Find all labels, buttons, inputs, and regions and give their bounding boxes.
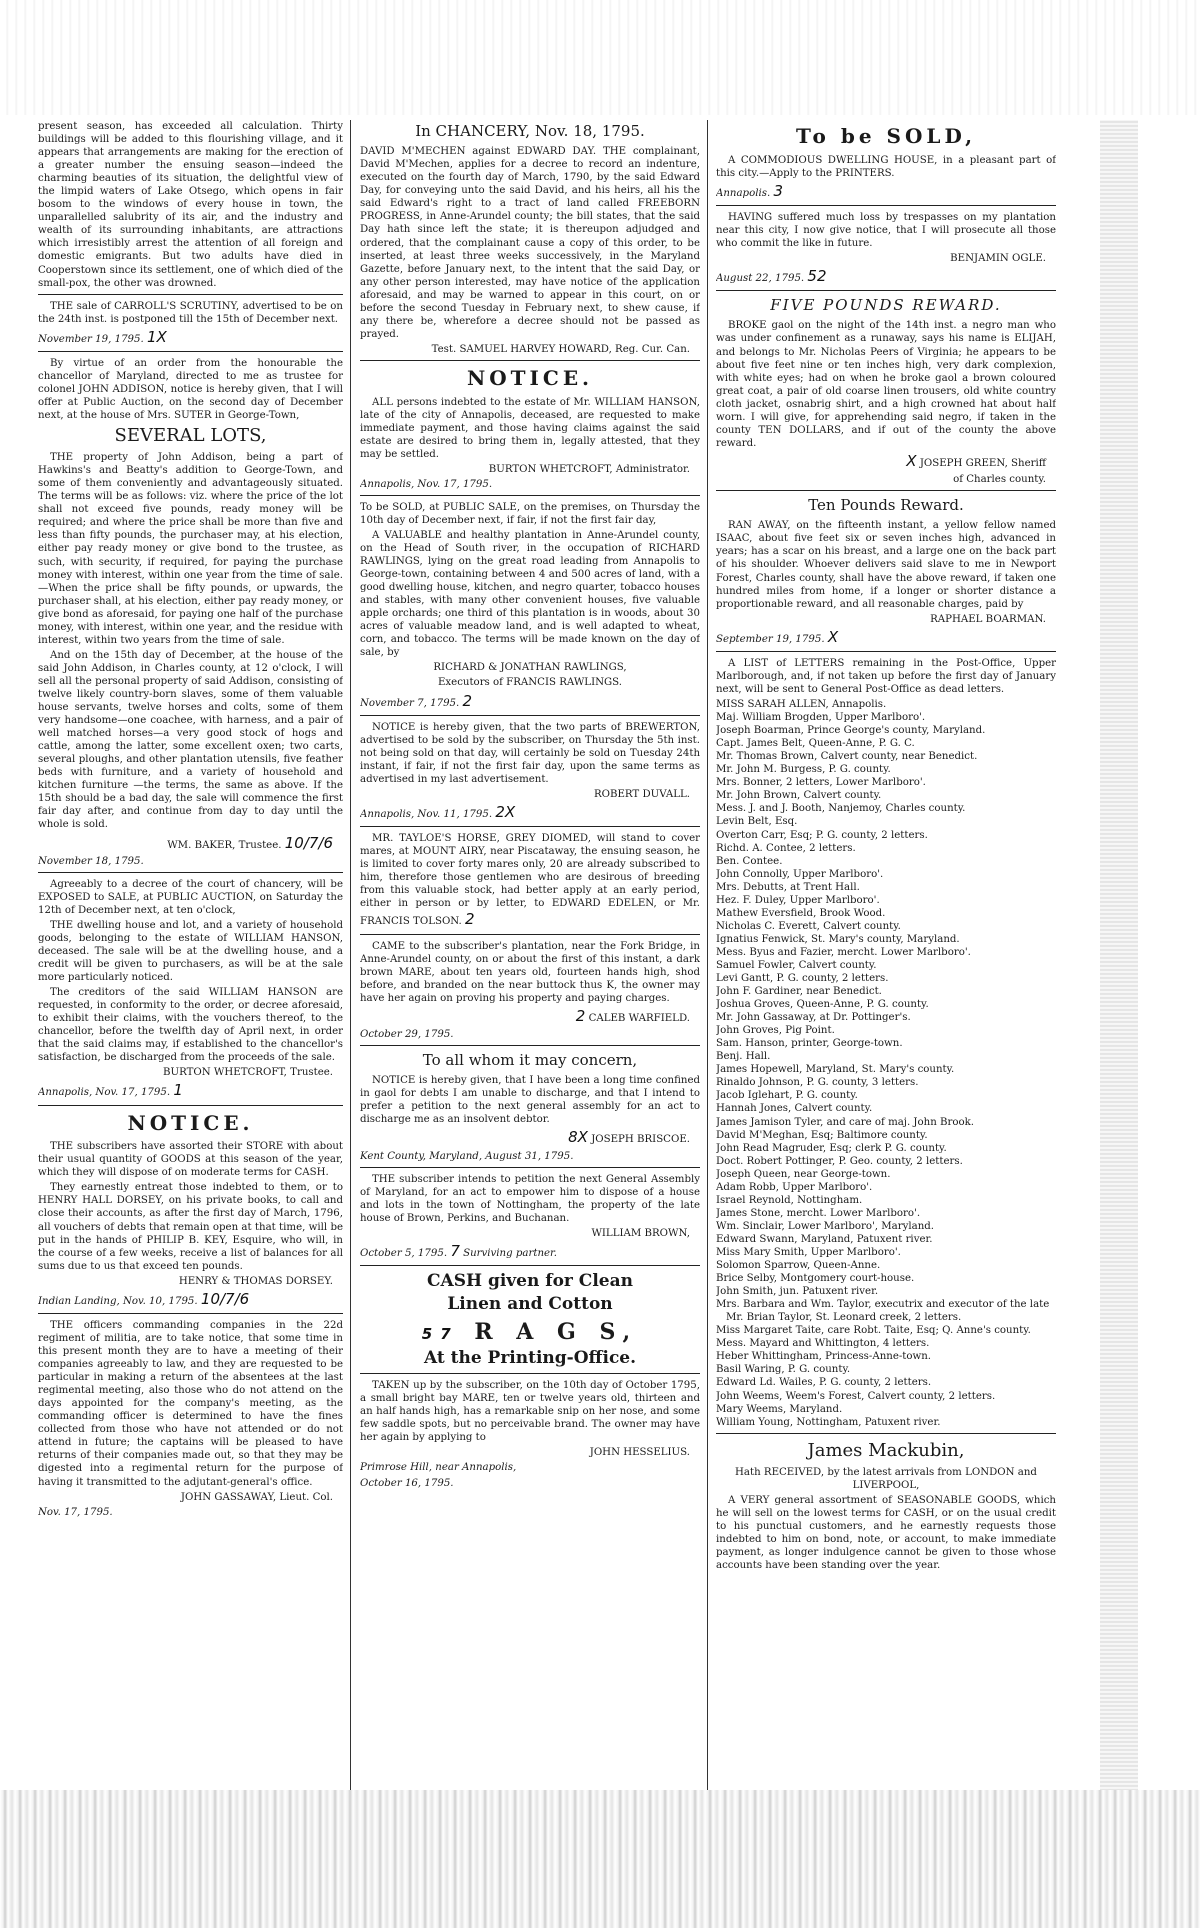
list-item: Ignatius Fenwick, St. Mary's county, Maryland. [716,933,960,945]
cash-subheading: Linen and Cotton [447,1294,613,1315]
divider [716,651,1056,652]
list-item: Mrs. Bonner, 2 letters, Lower Marlboro'. [716,777,926,789]
dwelling-house-notice: A COMMODIOUS DWELLING HOUSE, in a pleasant part of this city.—Apply to the PRINTERS. [716,154,1056,179]
five-pounds-notice: BROKE gaol on the night of the 14th inst. a negro man who was under confinement as a runaway, says his name is ELIJAH, and belongs to Mr. Nicholas Peers of Virginia; he appears to be about five feet nine or ten inches high, very dark complexion, with white eyes; had on when he broke gaol a brown coloured great coat, a pair of old coarse linen trousers, old white country cloth jacket, osnabrig shirt, and a high crowned hat about half worn. I will give, for apprehending said negro, if taken in the county TEN DOLLARS, and if out of the county the above reward. [716,320,1056,449]
list-item: Brice Selby, Montgomery court-house. [716,1273,915,1285]
divider [716,1433,1056,1434]
list-item: Joseph Boarman, Prince George's county, Maryland. [716,725,986,737]
dorsey-date: Indian Landing, Nov. 10, 1795. 10/7/6 [38,1289,250,1308]
list-item: Benj. Hall. [716,1051,771,1063]
five-pounds-heading: FIVE POUNDS REWARD. [770,296,1002,315]
brown-signature: WILLIAM BROWN, [591,1227,690,1239]
list-item: MISS SARAH ALLEN, Annapolis. [716,699,887,711]
notice-heading: NOTICE. [466,365,594,390]
list-item: John Groves, Pig Point. [716,1025,835,1037]
divider [38,1105,343,1106]
letters-heading: A LIST of LETTERS remaining in the Post-Office, Upper Marlborough, and, if not taken up before the first day of January next, will be sent to General Post-Office as dead letters. [716,657,1056,695]
list-item: James Hopewell, Maryland, St. Mary's county. [716,1064,955,1076]
list-item: Heber Whittingham, Princess-Anne-town. [716,1351,932,1363]
list-item: Jacob Iglehart, P. G. county. [716,1090,858,1102]
list-item: Miss Margaret Taite, care Robt. Taite, Esq; Q. Anne's county. [716,1325,1031,1337]
warfield-date: October 29, 1795. [360,1029,454,1041]
rawlings-signature-2: Executors of FRANCIS RAWLINGS. [437,677,622,689]
list-item: Mrs. Barbara and Wm. Taylor, executrix and executor of the late Mr. Brian Taylor, St. Leonard creek, 2 letters. [716,1299,1050,1324]
list-item: Edward Swann, Maryland, Patuxent river. [716,1233,933,1245]
to-be-sold-heading: To be SOLD, [795,124,977,148]
hanson-sale-body: THE dwelling house and lot, and a variety of household goods, belonging to the estate of WILLIAM HANSON, deceased. The sale will be at the dwelling house, and a credit will be given to purchasers, as will be at the sale more particularly noticed. [38,919,343,984]
letters-list [716,698,1056,1429]
list-item: Nicholas C. Everett, Calvert county. [716,920,901,932]
list-item: Ben. Contee. [716,855,783,867]
divider [360,495,700,496]
list-item: Joseph Queen, near George-town. [716,1168,891,1180]
list-item: Capt. James Belt, Queen-Anne, P. G. C. [716,738,915,750]
divider [360,360,700,361]
list-item: Mr. Thomas Brown, Calvert county, near Benedict. [716,751,978,763]
divider [38,294,343,295]
list-item: Hez. F. Duley, Upper Marlboro'. [716,894,880,906]
ten-pounds-signature: RAPHAEL BOARMAN. [930,613,1046,625]
newspaper-page [38,120,1138,1790]
hesselius-place: Primrose Hill, near Annapolis, [360,1462,517,1474]
mackubin-notice: A VERY general assortment of SEASONABLE GOODS, which he will sell on the lowest terms for CASH, or on the usual credit to his punctual customers, and he earnestly requests those indebted to him on bond, note, or account, to make immediate payment, as longer indulgence cannot be given to those whose accounts have been standing over the year. [716,1494,1056,1572]
list-item: Rinaldo Johnson, P. G. county, 3 letters. [716,1077,919,1089]
list-item: Wm. Sinclair, Lower Marlboro', Maryland. [716,1220,935,1232]
several-lots-heading: SEVERAL LOTS, [114,425,267,447]
divider [360,934,700,935]
dorsey-notice-2: They earnestly entreat those indebted to them, or to HENRY HALL DORSEY, on his private books, to call and close their accounts, as after the first day of March, 1796, all vouchers of debts that remain open at that time, will be put in the hands of PHILIP B. KEY, Esquire, who will, in the course of a few weeks, receive a list of balances for all sums due to us that exceed ten pounds. [38,1182,343,1272]
list-item: Basil Waring, P. G. county. [716,1364,851,1376]
divider [38,872,343,873]
list-item: Mr. John Brown, Calvert county. [716,790,882,802]
addison-body-2: And on the 15th day of December, at the house of the said John Addison, in Charles county, at 12 o'clock, I will sell all the personal property of said Addison, consisting of twelve likely country-born slaves, some of them valuable house servants, twelve horses and colts, some of them very handsome—one coachee, with harness, and a pair of well matched horses—a very good stock of hogs and cattle, among the latter, some excellent oxen; two carts, several ploughs, and other plantation utensils, five feather beds with furniture, and a variety of household and kitchen furniture —the terms, the same as above. If the 15th should be a bad day, the sale will commence the first fair day after, and continue from day to day until the whole is sold. [38,649,343,831]
list-item: John F. Gardiner, near Benedict. [716,986,882,998]
list-item: Mess. J. and J. Booth, Nanjemoy, Charles county. [716,803,966,815]
duvall-notice: NOTICE is hereby given, that the two parts of BREWERTON, advertised to be sold by the subscriber, on Thursday the 5th inst. not being sold on that day, will certainly be sold on Tuesday 24th instant, if fair, if not the first fair day, upon the same terms as advertised in my last advertisement. [360,721,700,785]
briscoe-heading: To all whom it may concern, [422,1051,638,1070]
rawlings-body: A VALUABLE and healthy plantation in Anne-Arundel county, on the Head of South river, in the occupation of RICHARD RAWLINGS, lying on the great road leading from Annapolis to George-town, containing between 4 and 500 acres of land, with a good dwelling house, kitchen, and negro quarter, tobacco houses and stables, with many other convenient houses, five valuable apple orchards; one third of this plantation is in woods, about 30 acres of valuable meadow land, and is well adapted to wheat, corn, and tobacco. The terms will be made known on the day of sale, by [360,529,700,659]
divider [360,826,700,827]
divider [716,290,1056,291]
column-rule [707,120,708,1790]
briscoe-signature: 8X JOSEPH BRISCOE. [568,1128,690,1147]
scan-margin-top [0,0,1200,115]
mackubin-heading: James Mackubin, [807,1439,965,1461]
list-item: Joshua Groves, Queen-Anne, P. G. county. [716,999,929,1011]
column-rule [350,120,351,1790]
list-item: Mathew Eversfield, Brook Wood. [716,907,886,919]
carroll-notice: THE sale of CARROLL'S SCRUTINY, advertised to be on the 24th inst. is postponed till the 15th of December next. [38,300,343,325]
list-item: Maj. William Brogden, Upper Marlboro'. [716,712,926,724]
hesselius-notice: TAKEN up by the subscriber, on the 10th day of October 1795, a small bright bay MARE, ten or twelve years old, thirteen and an half hands high, has a remarkable snip on her nose, and some few saddle spots, but no perceivable brand. The owner may have her again by applying to [360,1380,700,1444]
addison-intro: By virtue of an order from the honourable the chancellor of Maryland, directed to me as trustee for colonel JOHN ADDISON, notice is hereby given, that I will offer at Public Auction, on the second day of December next, at the house of Mrs. SUTER in George-Town, [38,357,343,422]
cash-heading: CASH given for Clean [426,1271,633,1292]
list-item: Samuel Fowler, Calvert county. [716,959,877,971]
divider [360,1167,700,1168]
rags-heading: 57 R A G S, [421,1318,639,1345]
column-1 [38,120,343,1522]
briscoe-notice: NOTICE is hereby given, that I have been a long time confined in gaol for debts I am unable to discharge, and that I intend to prefer a petition to the next general assembly for an act to discharge me as an insolvent debtor. [360,1075,700,1126]
warfield-notice: CAME to the subscriber's plantation, near the Fork Bridge, in Anne-Arundel county, on or about the first of this instant, a dark brown MARE, about ten years old, fourteen hands high, shod before, and branded on the near buttock thus K, the owner may have her again on proving his property and paying charges. [360,940,700,1004]
list-item: William Young, Nottingham, Patuxent river. [716,1416,941,1428]
hesselius-signature: JOHN HESSELIUS. [589,1447,690,1459]
militia-date: Nov. 17, 1795. [38,1506,113,1518]
chancery-body: DAVID M'MECHEN against EDWARD DAY. THE complainant, David M'Mechen, applies for a decree to record an indenture, executed on the fourth day of March, 1790, by the said Edward Day, for conveying unto the said David, and his heirs, all his the said Edward's right to a tract of land called FREEBORN PROGRESS, in Anne-Arundel county; the bill states, that the said Day hath since left the state; it is thereupon adjudged and ordered, that the complainant cause a copy of this order, to be inserted, at least three weeks successively, in the Maryland Gazette, before January next, to the intent that the said Day, or any other person interested, may have notice of the application aforesaid, and may be warned to appear in this court, on or before the second Tuesday in February next, to shew cause, if any there be, wherefore a decree should not be passed as prayed. [360,146,700,340]
list-item: Mess. Byus and Fazier, mercht. Lower Marlboro'. [716,946,971,958]
divider [38,351,343,352]
list-item: Levi Gantt, P. G. county, 2 letters. [716,973,889,985]
brown-date: October 5, 1795. 7 Surviving partner. [360,1241,558,1260]
briscoe-date: Kent County, Maryland, August 31, 1795. [360,1150,574,1162]
addison-date: November 18, 1795. [38,855,144,867]
hanson-sale-date: Annapolis, Nov. 17, 1795. 1 [38,1081,183,1100]
duvall-date: Annapolis, Nov. 11, 1795. 2X [360,802,516,821]
dorsey-notice: THE subscribers have assorted their STORE with about their usual quantity of GOODS at this season of the year, which they will dispose of on moderate terms for CASH. [38,1141,343,1179]
list-item: Solomon Sparrow, Queen-Anne. [716,1260,881,1272]
hanson-estate-notice: ALL persons indebted to the estate of Mr. WILLIAM HANSON, late of the city of Annapolis, deceased, are requested to make immediate payment, and those having claims against the said estate are desired to bring them in, legally attested, that they may be settled. [360,396,700,460]
page-edge [1100,120,1138,1790]
hanson-estate-signature: BURTON WHETCROFT, Administrator. [488,463,690,475]
dwelling-house-place: Annapolis. 3 [716,181,783,200]
column-3 [716,120,1056,1574]
list-item: John Smith, jun. Patuxent river. [716,1286,879,1298]
list-item: Edward Ld. Wailes, P. G. county, 2 letters. [716,1377,932,1389]
rawlings-date: November 7, 1795. 2 [360,691,473,710]
addison-signature: WM. BAKER, Trustee. 10/7/6 [167,833,333,852]
notice-heading: NOTICE. [127,1110,254,1135]
list-item: Overton Carr, Esq; P. G. county, 2 letters. [716,829,928,841]
chancery-signature: Test. SAMUEL HARVEY HOWARD, Reg. Cur. Can. [431,343,690,355]
list-item: Hannah Jones, Calvert county. [716,1103,873,1115]
rawlings-signature: RICHARD & JONATHAN RAWLINGS, [433,662,627,674]
list-item: James Jamison Tyler, and care of maj. John Brook. [716,1116,975,1128]
divider [360,1373,700,1374]
list-item: Mess. Mayard and Whittington, 4 letters. [716,1338,930,1350]
hanson-sale-intro: Agreeably to a decree of the court of chancery, will be EXPOSED to SALE, at PUBLIC AUCTION, on Saturday the 12th of December next, at ten o'clock, [38,878,343,916]
divider [38,1313,343,1314]
list-item: Sam. Hanson, printer, George-town. [716,1038,903,1050]
divider [360,1045,700,1046]
divider [716,490,1056,491]
ogle-signature: BENJAMIN OGLE. [950,253,1046,265]
list-item: Mrs. Debutts, at Trent Hall. [716,881,860,893]
ten-pounds-heading: Ten Pounds Reward. [808,496,964,515]
ogle-notice: HAVING suffered much loss by trespasses on my plantation near this city, I now give notice, that I will prosecute all those who commit the like in future. [716,211,1056,249]
list-item: Israel Reynold, Nottingham. [716,1194,863,1206]
list-item: John Read Magruder, Esq; clerk P. G. county. [716,1142,947,1154]
list-item: John Weems, Weem's Forest, Calvert county, 2 letters. [716,1390,996,1402]
cooperstown-paragraph: present season, has exceeded all calculation. Thirty buildings will be added to this flourishing village, and it appears that arrangements are making for the erection of a greater number the ensuing season—indeed the charming beauties of its situation, the delightful view of the limpid waters of Lake Otsego, which opens in fair bosom to the windows of every house in town, the unparallelled salubrity of its air, and the industry and wealth of its surrounding inhabitants, are attractions which irresistibly arrest the attention of all foreign and domestic emigrants. But two adults have died in Cooperstown since its settlement, one of which died of the small-pox, the other was drowned. [38,121,343,289]
five-pounds-signature-2: of Charles county. [953,474,1046,486]
hanson-estate-date: Annapolis, Nov. 17, 1795. [360,478,493,490]
hanson-sale-signature: BURTON WHETCROFT, Trustee. [163,1067,333,1079]
ten-pounds-notice: RAN AWAY, on the fifteenth instant, a yellow fellow named ISAAC, about five feet six or seven inches high, advanced in years; has a scar on his breast, and a large one on the back part of his shoulder. Whoever delivers said slave to me in Newport Forest, Charles county, shall have the above reward, if taken one hundred miles from home, if a longer or shorter distance a proportionable reward, and all reasonable charges, paid by [716,520,1056,610]
list-item: Adam Robb, Upper Marlboro'. [716,1181,873,1193]
divider [716,205,1056,206]
scan-margin-bottom [0,1790,1200,1928]
hanson-sale-body-2: The creditors of the said WILLIAM HANSON are requested, in conformity to the order, or decree aforesaid, to exhibit their claims, with the vouchers thereof, to the chancellor, before the twelfth day of April next, in order that the said claims may, if established to the chancellor's satisfaction, be discharged from the proceeds of the sale. [38,987,343,1064]
ten-pounds-date: September 19, 1795. X [716,627,839,646]
five-pounds-signature: X JOSEPH GREEN, Sheriff [906,451,1046,470]
mackubin-subheading: Hath RECEIVED, by the latest arrivals from LONDON and LIVERPOOL, [735,1466,1037,1491]
list-item: Doct. Robert Pottinger, P. Geo. county, 2 letters. [716,1155,963,1167]
divider [360,1265,700,1266]
list-item: Levin Belt, Esq. [716,816,798,828]
dorsey-signature: HENRY & THOMAS DORSEY. [178,1275,333,1287]
list-item: Mr. John Gassaway, at Dr. Pottinger's. [716,1012,911,1024]
list-item: James Stone, mercht. Lower Marlboro'. [716,1207,921,1219]
list-item: David M'Meghan, Esq; Baltimore county. [716,1129,928,1141]
divider [360,715,700,716]
militia-signature: JOHN GASSAWAY, Lieut. Col. [180,1491,333,1503]
carroll-date: November 19, 1795. 1X [38,327,167,346]
list-item: Richd. A. Contee, 2 letters. [716,842,856,854]
ogle-date: August 22, 1795. 52 [716,267,827,286]
list-item: John Connolly, Upper Marlboro'. [716,868,884,880]
list-item: Mr. John M. Burgess, P. G. county. [716,764,891,776]
list-item: Miss Mary Smith, Upper Marlboro'. [716,1247,901,1258]
addison-body: THE property of John Addison, being a part of Hawkins's and Beatty's addition to George-Town, and some of them conveniently and advantageously situated. The terms will be as follows: viz. where the price of the lot shall not exceed five pounds, ready money will be required; and where the price shall be more than five and less than fifty pounds, the purchaser may, at his election, either pay ready money or give bond to the trustee, as such, with security, if required, for paying the purchase money with interest, within one year from the time of sale.—When the price shall be fifty pounds, or upwards, the purchaser shall, at his election, either pay ready money, or give bond as aforesaid, for paying one half of the purchase money, with interest, within one year, and the residue with interest, within two years from the time of sale. [38,452,343,646]
column-2 [360,120,700,1493]
list-item: Mary Weems, Maryland. [716,1403,843,1415]
militia-notice: THE officers commanding companies in the 22d regiment of militia, are to take notice, that some time in this present month they are to have a meeting of their companies agreeably to law, and they are requested to be particular in making a return of the absentees at the last regimental meeting, also those who do not attend on the days appointed for the company's meeting, as the commanding officer is determined to have the fines collected from those who have not attended or do not attend in future; the captains will be pleased to have returns of their companies made out, so that they may be digested into a regimental return for the purpose of having it transmitted to the adjutant-general's office. [38,1319,343,1488]
rawlings-intro: To be SOLD, at PUBLIC SALE, on the premises, on Thursday the 10th day of December next, if fair, if not the first fair day, [360,501,700,526]
chancery-heading: In CHANCERY, Nov. 18, 1795. [415,122,645,140]
printing-office-line: At the Printing-Office. [423,1347,637,1368]
diomed-notice: MR. TAYLOE'S HORSE, GREY DIOMED, will stand to cover mares, at MOUNT AIRY, near Piscataway, the ensuing season, he is limited to cover forty mares only, 20 are already subscribed to him, therefore those gentlemen who are desirous of breeding from this valuable stock, had better apply at an early period, either in person or by letter, to EDWARD EDELEN, or Mr. FRANCIS TOLSON. 2 [360,833,700,929]
hesselius-date: October 16, 1795. [360,1478,454,1490]
warfield-signature: 2 CALEB WARFIELD. [575,1006,690,1025]
duvall-signature: ROBERT DUVALL. [593,788,690,800]
brown-notice: THE subscriber intends to petition the next General Assembly of Maryland, for an act to empower him to dispose of a house and lots in the town of Nottingham, the property of the late house of Brown, Perkins, and Buchanan. [360,1173,700,1224]
